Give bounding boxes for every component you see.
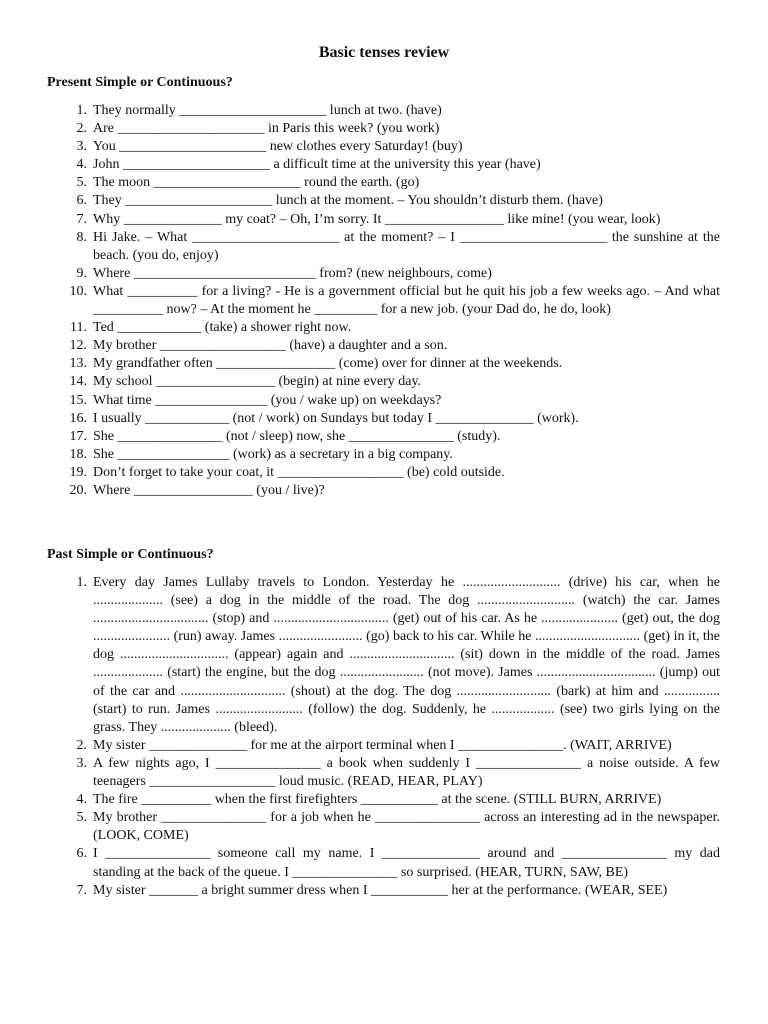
item-number: 8. — [76, 229, 87, 245]
item-text: I _______________ someone call my name. I ______________ around and _______________ my dad standing at the back of the queue. I _______________ so surprised. (HEAR, TURN, SAW, BE) — [93, 846, 720, 880]
item-number: 7. — [76, 882, 87, 898]
exercise-item — [60, 882, 720, 900]
item-text: A few nights ago, I _______________ a book when suddenly I _______________ a noise outside. A few teenagers __________________ loud music. (READ, HEAR, PLAY) — [93, 755, 720, 790]
item-text: Ted ____________ (take) a shower right now. — [93, 320, 352, 336]
exercise-item — [60, 373, 720, 391]
exercise-item — [60, 102, 720, 120]
item-number: 6. — [76, 846, 87, 862]
item-text: Where _________________ (you / live)? — [93, 482, 325, 498]
item-text: The fire __________ when the first firefighters ___________ at the scene. (STILL BURN, ARRIVE) — [93, 792, 662, 808]
item-number: 13. — [69, 356, 87, 372]
item-text: They normally _____________________ lunch at two. (have) — [93, 103, 442, 118]
item-text: She _______________ (not / sleep) now, she _______________ (study). — [93, 428, 501, 444]
item-text: She ________________ (work) as a secretary in a big company. — [93, 446, 453, 462]
exercise-item — [60, 737, 720, 755]
exercise-item — [60, 174, 720, 192]
exercise-item — [60, 809, 720, 845]
item-text: My brother __________________ (have) a daughter and a son. — [93, 338, 448, 354]
item-number: 2. — [76, 737, 87, 753]
section-heading-past: Past Simple or Continuous? — [47, 547, 214, 562]
past-exercise-list — [60, 574, 720, 900]
exercise-item — [60, 482, 720, 500]
item-number: 14. — [69, 374, 87, 390]
item-text: Every day James Lullaby travels to London. Yesterday he ............................ (drive) his car, when he .................... (see) a dog in the middle of the road. The dog ............................ (watch) the car. James ................................. (stop) and ................................. (get) out of his car. As he ...................... (get) out, the dog ...................... (run) away. James ........................ (go) back to his car. While he .............................. (get) in it, the dog ............................... (appear) again and .............................. (sit) down in the middle of the road. James .................... (start) the engine, but the dog ........................ (not move). James .................................. (jump) out of the car and .............................. (shout) at the dog. The dog ........................... (bark) at him and ................ (start) to run. James ......................... (follow) the dog. Suddenly, he .................. (see) two girls lying on the grass. They .................... (bleed). — [93, 575, 720, 735]
item-number: 1. — [76, 103, 87, 118]
present-exercise-list — [60, 102, 720, 500]
exercise-item — [60, 319, 720, 337]
item-number: 9. — [76, 265, 87, 281]
item-text: My school _________________ (begin) at nine every day. — [93, 374, 422, 390]
item-number: 4. — [76, 792, 87, 808]
item-text: They _____________________ lunch at the moment. – You shouldn’t disturb them. (have) — [93, 193, 603, 209]
item-text: John _____________________ a difficult time at the university this year (have) — [93, 157, 541, 173]
exercise-item — [60, 120, 720, 138]
item-number: 7. — [76, 211, 87, 227]
exercise-item — [60, 755, 720, 791]
item-number: 2. — [76, 121, 87, 137]
exercise-item — [60, 446, 720, 464]
item-number: 3. — [76, 755, 87, 771]
item-number: 1. — [76, 575, 87, 590]
exercise-item — [60, 791, 720, 809]
exercise-item — [60, 283, 720, 319]
exercise-item — [60, 574, 720, 737]
item-text: Don’t forget to take your coat, it __________________ (be) cold outside. — [93, 464, 505, 480]
exercise-item — [60, 410, 720, 428]
item-number: 20. — [69, 482, 87, 498]
exercise-item — [60, 428, 720, 446]
item-text: Are _____________________ in Paris this week? (you work) — [93, 121, 440, 137]
exercise-item — [60, 229, 720, 265]
item-text: My sister ______________ for me at the airport terminal when I _______________. (WAIT, ARRIVE) — [93, 737, 672, 753]
item-number: 17. — [69, 428, 87, 444]
exercise-item — [60, 355, 720, 373]
item-number: 4. — [76, 157, 87, 173]
item-number: 3. — [76, 139, 87, 155]
item-number: 15. — [69, 392, 87, 408]
item-text: My brother _______________ for a job when he _______________ across an interesting ad in the newspaper. (LOOK, COME) — [93, 810, 720, 844]
item-number: 5. — [76, 175, 87, 191]
exercise-item — [60, 138, 720, 156]
exercise-item — [60, 464, 720, 482]
item-number: 19. — [69, 464, 87, 480]
item-text: What __________ for a living? - He is a government official but he quit his job a few weeks ago. – And what __________ now? – At the moment he _________ for a new job. (your Dad do, he do, look) — [93, 283, 720, 318]
item-number: 5. — [76, 810, 87, 826]
item-number: 11. — [70, 320, 87, 336]
item-number: 10. — [69, 283, 87, 299]
exercise-item — [60, 392, 720, 410]
exercise-item — [60, 156, 720, 174]
exercise-item — [60, 211, 720, 229]
item-text: Hi Jake. – What _____________________ at the moment? – I _____________________ the sunshine at the beach. (you do, enjoy) — [93, 229, 720, 263]
item-text: You _____________________ new clothes every Saturday! (buy) — [93, 139, 463, 155]
item-number: 18. — [69, 446, 87, 462]
item-text: Where __________________________ from? (new neighbours, come) — [93, 265, 492, 281]
item-number: 16. — [69, 410, 87, 426]
item-number: 6. — [76, 193, 87, 209]
exercise-item — [60, 192, 720, 210]
exercise-item — [60, 265, 720, 283]
item-text: My grandfather often _________________ (come) over for dinner at the weekends. — [93, 356, 563, 372]
item-text: The moon _____________________ round the earth. (go) — [93, 175, 420, 191]
exercise-item — [60, 845, 720, 881]
item-text: What time ________________ (you / wake up) on weekdays? — [93, 392, 442, 408]
item-text: Why ______________ my coat? – Oh, I’m sorry. It _________________ like mine! (you wear, look) — [93, 211, 661, 227]
item-text: My sister _______ a bright summer dress when I ___________ her at the performance. (WEAR, SEE) — [93, 882, 668, 898]
item-text: I usually ____________ (not / work) on Sundays but today I ______________ (work). — [93, 410, 579, 426]
item-number: 12. — [69, 338, 87, 354]
exercise-item — [60, 337, 720, 355]
section-heading-present: Present Simple or Continuous? — [47, 75, 233, 90]
page-title: Basic tenses review — [318, 44, 450, 61]
